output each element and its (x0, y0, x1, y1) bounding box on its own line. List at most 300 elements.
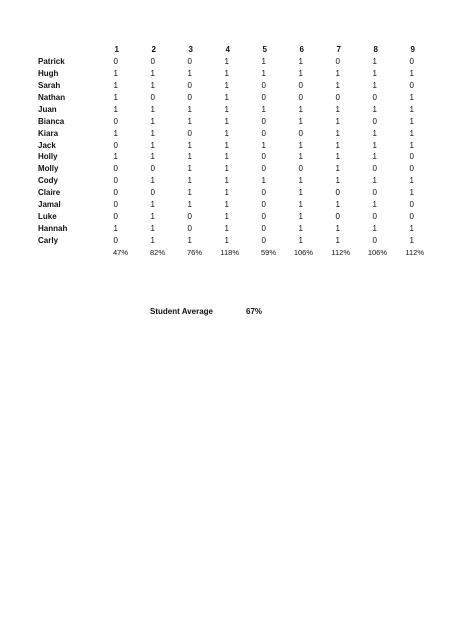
score-cell (93, 68, 130, 80)
score-value: 1 (409, 188, 414, 198)
score-cell (93, 92, 130, 104)
score-cell (278, 151, 315, 163)
score-cell (278, 68, 315, 80)
percentage-value: 112% (331, 247, 350, 257)
table-row (38, 56, 426, 68)
score-value: 1 (298, 200, 303, 210)
student-name: Hannah (38, 223, 68, 233)
score-cell (278, 210, 315, 222)
score-value: 0 (261, 81, 266, 91)
score-cell (130, 199, 167, 211)
score-value: 0 (261, 128, 266, 138)
student-name: Sarah (38, 81, 61, 91)
score-value: 0 (372, 164, 377, 174)
percentage-value: 106% (367, 247, 387, 257)
table-row (38, 68, 426, 80)
score-cell (130, 187, 167, 199)
score-value: 1 (409, 223, 414, 233)
score-value: 1 (150, 69, 155, 79)
score-cell (167, 139, 204, 151)
score-value: 0 (261, 235, 266, 245)
percentage-row (38, 246, 426, 258)
score-cell (278, 127, 315, 139)
score-value: 1 (224, 128, 229, 138)
score-cell (93, 187, 130, 199)
score-cell (204, 151, 241, 163)
percentage-value: 106% (293, 247, 313, 257)
table-row (38, 139, 426, 151)
column-header (93, 44, 130, 56)
student-average-label: Student Average (150, 307, 213, 316)
score-value: 1 (335, 116, 340, 126)
table-row (38, 80, 426, 92)
score-cell (241, 210, 278, 222)
score-value: 1 (113, 81, 118, 91)
score-cell (389, 210, 426, 222)
score-cell (167, 80, 204, 92)
score-cell (130, 92, 167, 104)
score-value: 1 (261, 69, 266, 79)
score-value: 0 (372, 93, 377, 102)
score-value: 1 (298, 223, 303, 233)
column-header (167, 44, 204, 56)
student-name: Luke (38, 211, 57, 221)
score-cell (389, 68, 426, 80)
score-value: 0 (261, 188, 266, 198)
percentage-value: 82% (149, 247, 165, 257)
score-cell (389, 115, 426, 127)
score-cell (204, 127, 241, 139)
score-value: 1 (224, 140, 229, 150)
score-cell (93, 139, 130, 151)
score-cell (315, 234, 352, 246)
score-cell (241, 163, 278, 175)
table-row (38, 115, 426, 127)
score-value: 1 (409, 140, 414, 150)
score-value: 0 (187, 57, 192, 67)
score-value: 1 (224, 200, 229, 210)
score-cell (389, 139, 426, 151)
score-cell (315, 115, 352, 127)
score-cell (167, 151, 204, 163)
column-header (315, 44, 352, 56)
score-cell (130, 175, 167, 187)
student-name: Holly (38, 152, 58, 162)
scores-table (38, 44, 426, 258)
score-cell (167, 103, 204, 115)
score-value: 0 (335, 211, 340, 221)
score-value: 1 (224, 69, 229, 79)
score-cell (278, 199, 315, 211)
score-value: 1 (150, 176, 155, 186)
score-value: 1 (224, 104, 229, 114)
score-cell (315, 151, 352, 163)
score-cell (93, 210, 130, 222)
score-value: 1 (372, 176, 377, 186)
student-name: Kiara (38, 128, 59, 138)
percentage-cell (241, 246, 278, 258)
score-value: 1 (372, 69, 377, 79)
score-value: 1 (150, 104, 155, 114)
score-cell (204, 68, 241, 80)
score-value: 1 (150, 116, 155, 126)
student-name: Hugh (38, 69, 59, 79)
score-cell (241, 234, 278, 246)
score-cell (278, 222, 315, 234)
score-value: 0 (113, 176, 118, 186)
score-cell (278, 139, 315, 151)
score-value: 1 (298, 116, 303, 126)
score-cell (241, 80, 278, 92)
score-value: 1 (224, 93, 229, 102)
score-value: 1 (187, 69, 192, 79)
score-value: 0 (261, 152, 266, 162)
score-cell (130, 222, 167, 234)
score-value: 1 (298, 69, 303, 79)
score-cell (315, 68, 352, 80)
score-cell (352, 151, 389, 163)
percentage-cell (352, 246, 389, 258)
score-cell (93, 199, 130, 211)
score-value: 1 (224, 152, 229, 162)
score-cell (204, 187, 241, 199)
score-value: 0 (409, 211, 414, 221)
score-value: 1 (150, 200, 155, 210)
score-cell (93, 175, 130, 187)
percentage-cell (130, 246, 167, 258)
score-value: 1 (335, 152, 340, 162)
score-value: 1 (224, 81, 229, 91)
score-value: 1 (298, 211, 303, 221)
score-value: 1 (187, 188, 192, 198)
column-header-label: 6 (299, 45, 304, 55)
score-cell (130, 151, 167, 163)
score-cell (315, 139, 352, 151)
score-value: 0 (150, 188, 155, 198)
score-cell (389, 80, 426, 92)
score-cell (204, 175, 241, 187)
table-row (38, 163, 426, 175)
score-value: 1 (335, 104, 340, 114)
score-cell (352, 103, 389, 115)
score-cell (204, 222, 241, 234)
column-header-label: 5 (262, 45, 267, 55)
score-cell (315, 210, 352, 222)
score-value: 0 (372, 235, 377, 245)
score-cell (241, 92, 278, 104)
percentage-cell (315, 246, 352, 258)
score-cell (93, 127, 130, 139)
score-cell (352, 127, 389, 139)
score-cell (352, 80, 389, 92)
score-value: 0 (409, 81, 414, 91)
score-cell (167, 115, 204, 127)
score-cell (352, 115, 389, 127)
score-value: 1 (298, 152, 303, 162)
student-name: Cody (38, 176, 58, 186)
student-name: Jamal (38, 200, 61, 210)
score-cell (389, 103, 426, 115)
score-value: 0 (113, 164, 118, 174)
score-cell (389, 199, 426, 211)
score-value: 0 (372, 188, 377, 198)
score-value: 1 (409, 104, 414, 114)
score-cell (352, 199, 389, 211)
student-name: Claire (38, 188, 61, 198)
score-cell (352, 222, 389, 234)
score-cell (241, 103, 278, 115)
score-cell (241, 115, 278, 127)
percentage-value: 76% (186, 247, 202, 257)
percentage-cell (278, 246, 315, 258)
score-value: 0 (261, 93, 266, 102)
score-value: 0 (335, 93, 340, 102)
score-value: 1 (409, 235, 414, 245)
table-row (38, 187, 426, 199)
score-cell (167, 68, 204, 80)
score-cell (315, 103, 352, 115)
score-value: 1 (372, 140, 377, 150)
score-cell (130, 163, 167, 175)
table-row (38, 127, 426, 139)
student-name: Carly (38, 235, 59, 245)
percentage-value: 118% (220, 247, 239, 257)
score-cell (278, 80, 315, 92)
percentage-cell (389, 246, 426, 258)
column-header-row (38, 44, 426, 56)
score-value: 1 (335, 69, 340, 79)
score-value: 1 (224, 176, 229, 186)
score-value: 1 (409, 176, 414, 186)
score-value: 0 (187, 93, 192, 102)
table-row (38, 103, 426, 115)
score-value: 1 (113, 93, 118, 102)
column-header-label: 9 (410, 45, 415, 55)
score-value: 0 (150, 57, 155, 67)
score-cell (389, 92, 426, 104)
score-value: 1 (150, 128, 155, 138)
score-cell (167, 127, 204, 139)
score-cell (278, 163, 315, 175)
score-value: 0 (113, 140, 118, 150)
score-cell (167, 222, 204, 234)
table-row (38, 151, 426, 163)
score-value: 1 (372, 152, 377, 162)
score-value: 0 (335, 188, 340, 198)
score-cell (167, 175, 204, 187)
score-value: 1 (372, 104, 377, 114)
score-value: 1 (224, 116, 229, 126)
score-value: 1 (261, 57, 266, 67)
score-value: 0 (409, 164, 414, 174)
score-cell (278, 234, 315, 246)
score-cell (204, 103, 241, 115)
score-cell (389, 56, 426, 68)
score-value: 1 (113, 104, 118, 114)
score-value: 0 (113, 235, 118, 245)
score-cell (389, 163, 426, 175)
score-cell (241, 68, 278, 80)
score-value: 1 (298, 140, 303, 150)
score-value: 1 (224, 188, 229, 198)
score-value: 1 (187, 164, 192, 174)
score-cell (93, 163, 130, 175)
score-value: 1 (335, 200, 340, 210)
score-value: 1 (298, 104, 303, 114)
score-value: 0 (261, 116, 266, 126)
score-cell (352, 139, 389, 151)
score-cell (389, 151, 426, 163)
table-row (38, 92, 426, 104)
score-cell (278, 187, 315, 199)
score-cell (315, 80, 352, 92)
score-cell (241, 175, 278, 187)
score-cell (204, 115, 241, 127)
score-cell (204, 199, 241, 211)
score-value: 0 (261, 200, 266, 210)
score-cell (241, 151, 278, 163)
score-value: 0 (113, 188, 118, 198)
percentage-value: 47% (112, 247, 128, 257)
score-cell (167, 56, 204, 68)
score-cell (204, 92, 241, 104)
student-name: Jack (38, 140, 56, 150)
score-cell (130, 56, 167, 68)
score-cell (278, 103, 315, 115)
score-value: 1 (409, 69, 414, 79)
percentage-row-blank (38, 246, 93, 258)
column-header (389, 44, 426, 56)
score-cell (389, 187, 426, 199)
score-cell (352, 187, 389, 199)
score-value: 0 (113, 57, 118, 67)
score-value: 0 (113, 200, 118, 210)
table-row (38, 199, 426, 211)
score-value: 0 (409, 152, 414, 162)
score-value: 0 (298, 164, 303, 174)
score-cell (278, 92, 315, 104)
score-cell (130, 115, 167, 127)
score-cell (389, 175, 426, 187)
score-cell (278, 56, 315, 68)
student-name: Juan (38, 104, 57, 114)
column-header (204, 44, 241, 56)
score-value: 0 (261, 211, 266, 221)
score-cell (130, 127, 167, 139)
student-name: Molly (38, 164, 59, 174)
score-cell (130, 80, 167, 92)
score-value: 1 (113, 223, 118, 233)
score-value: 0 (113, 211, 118, 221)
score-cell (241, 139, 278, 151)
score-value: 0 (150, 164, 155, 174)
score-value: 0 (372, 211, 377, 221)
score-value: 1 (335, 140, 340, 150)
score-value: 1 (335, 235, 340, 245)
score-value: 1 (409, 93, 414, 102)
score-value: 1 (187, 140, 192, 150)
table-row (38, 210, 426, 222)
score-value: 1 (224, 235, 229, 245)
score-cell (315, 56, 352, 68)
score-cell (278, 115, 315, 127)
score-value: 1 (372, 223, 377, 233)
table-row (38, 222, 426, 234)
score-value: 1 (113, 152, 118, 162)
score-cell (352, 175, 389, 187)
score-value: 1 (372, 200, 377, 210)
column-header-label: 7 (336, 45, 341, 55)
column-header (241, 44, 278, 56)
score-value: 1 (335, 164, 340, 174)
score-value: 1 (261, 176, 266, 186)
score-cell (130, 68, 167, 80)
table-row (38, 175, 426, 187)
percentage-value: 112% (405, 247, 424, 257)
student-name: Nathan (38, 93, 66, 102)
score-cell (93, 222, 130, 234)
score-value: 1 (298, 176, 303, 186)
score-value: 0 (113, 116, 118, 126)
score-cell (167, 210, 204, 222)
score-value: 1 (335, 81, 340, 91)
score-cell (130, 234, 167, 246)
score-cell (389, 127, 426, 139)
score-value: 1 (187, 200, 192, 210)
score-value: 1 (372, 57, 377, 67)
score-value: 1 (187, 235, 192, 245)
score-value: 0 (409, 200, 414, 210)
score-value: 1 (335, 128, 340, 138)
score-value: 0 (150, 93, 155, 102)
score-cell (241, 127, 278, 139)
score-cell (93, 151, 130, 163)
score-cell (204, 163, 241, 175)
score-cell (93, 80, 130, 92)
score-value: 0 (187, 223, 192, 233)
score-value: 0 (298, 81, 303, 91)
score-cell (241, 56, 278, 68)
percentage-cell (167, 246, 204, 258)
score-cell (352, 210, 389, 222)
score-value: 0 (372, 116, 377, 126)
score-cell (315, 163, 352, 175)
score-cell (315, 175, 352, 187)
score-value: 1 (150, 211, 155, 221)
score-cell (315, 222, 352, 234)
score-value: 1 (261, 104, 266, 114)
score-cell (352, 56, 389, 68)
score-cell (389, 222, 426, 234)
score-value: 0 (187, 81, 192, 91)
student-average-value: 67% (246, 307, 263, 316)
column-header-label: 1 (114, 45, 119, 55)
score-cell (315, 127, 352, 139)
score-value: 1 (298, 235, 303, 245)
score-cell (352, 68, 389, 80)
corner-cell (38, 44, 93, 56)
column-header-label: 3 (188, 45, 193, 55)
score-value: 1 (150, 140, 155, 150)
score-cell (204, 56, 241, 68)
score-cell (130, 103, 167, 115)
score-cell (315, 92, 352, 104)
student-name: Bianca (38, 116, 65, 126)
column-header (352, 44, 389, 56)
score-value: 1 (372, 128, 377, 138)
score-cell (167, 187, 204, 199)
score-value: 1 (409, 116, 414, 126)
